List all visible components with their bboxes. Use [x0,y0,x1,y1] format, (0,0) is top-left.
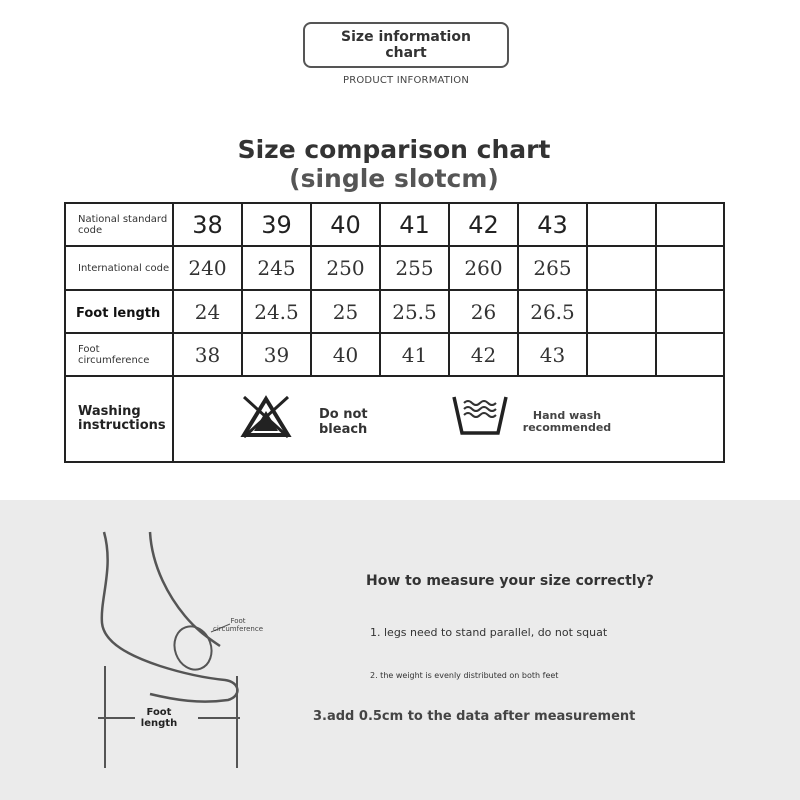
row-label-international-code: International code [78,262,170,274]
table-cell: 39 [242,203,311,246]
size-comparison-table [64,202,725,463]
table-cell: 260 [449,246,518,290]
size-chart-title-line1: Size comparison chart [237,135,551,164]
foot-circumference-label: Foot circumference [213,617,264,633]
table-cell: 43 [518,203,587,246]
how-to-measure-title: How to measure your size correctly? [366,573,654,589]
table-cell: 41 [380,333,449,376]
table-cell: 39 [242,333,311,376]
table-cell: 41 [380,203,449,246]
table-cell: 40 [311,203,380,246]
row-label-foot-circumference: Foot circumference [78,343,150,366]
table-cell: 42 [449,333,518,376]
washing-instructions-cell [173,376,724,462]
row-label-foot-length: Foot length [76,306,161,321]
table-cell-empty [587,290,656,333]
measure-step-2: 2. the weight is evenly distributed on both feet [370,671,559,680]
do-not-bleach-text: Do not bleach [319,407,368,437]
table-cell: 40 [311,333,380,376]
table-cell-empty [587,333,656,376]
table-cell: 24.5 [242,290,311,333]
table-cell: 265 [518,246,587,290]
table-cell: 25 [311,290,380,333]
product-information-subtitle: PRODUCT INFORMATION [342,75,470,86]
foot-diagram-icon [80,528,270,773]
table-cell-empty [656,246,724,290]
table-cell: 43 [518,333,587,376]
table-cell: 42 [449,203,518,246]
table-cell: 25.5 [380,290,449,333]
table-row-foot-circumference [65,333,724,376]
table-cell-empty [656,203,724,246]
row-label-washing: Washing instructions [78,404,166,433]
table-cell-empty [656,290,724,333]
measure-step-1: 1. legs need to stand parallel, do not squat [370,626,608,639]
table-cell-empty [587,203,656,246]
table-cell: 26.5 [518,290,587,333]
table-row-international-code [65,246,724,290]
table-cell: 38 [173,333,242,376]
foot-length-label: Foot length [140,707,178,729]
do-not-bleach-icon [240,395,292,439]
table-cell: 250 [311,246,380,290]
table-row-washing [65,376,724,462]
table-cell: 38 [173,203,242,246]
table-cell: 240 [173,246,242,290]
row-label-national-code: National standard code [78,213,168,236]
size-info-header-box [303,22,509,68]
measure-step-3: 3.add 0.5cm to the data after measurement [313,709,636,724]
hand-wash-icon [450,393,510,437]
table-cell: 26 [449,290,518,333]
table-cell-empty [587,246,656,290]
table-cell-empty [656,333,724,376]
size-chart-title-line2: (single slotcm) [289,164,499,193]
size-info-header-label: Size information chart [341,29,471,61]
table-row-national-code [65,203,724,246]
hand-wash-text: Hand wash recommended [522,409,612,434]
table-cell: 24 [173,290,242,333]
table-cell: 255 [380,246,449,290]
size-chart-title [0,135,788,193]
measure-guide-panel [0,500,800,800]
table-row-foot-length [65,290,724,333]
table-cell: 245 [242,246,311,290]
